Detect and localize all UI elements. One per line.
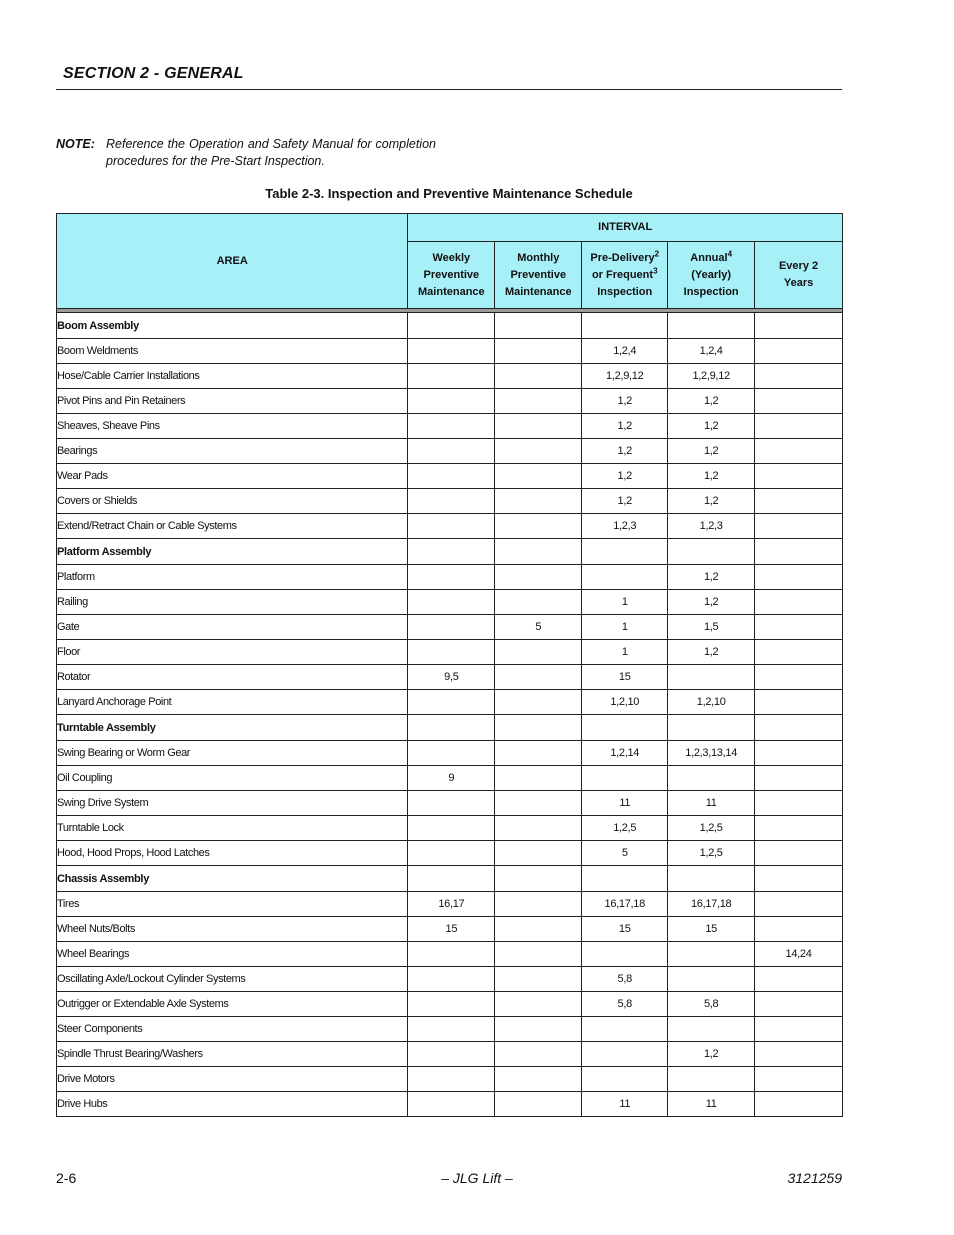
table-row xyxy=(57,766,843,791)
interval-cell xyxy=(755,1092,843,1117)
interval-cell xyxy=(495,414,582,439)
interval-cell xyxy=(495,841,582,866)
interval-column-header: Weekly Preventive Maintenance xyxy=(408,242,495,309)
interval-cell xyxy=(495,640,582,665)
section-title: SECTION 2 - GENERAL xyxy=(63,65,244,82)
interval-column-header: Every 2 Years xyxy=(755,242,843,309)
interval-cell xyxy=(495,364,582,389)
interval-cell xyxy=(668,715,755,741)
interval-cell xyxy=(582,539,668,565)
interval-cell: 1,2 xyxy=(668,565,755,590)
interval-cell xyxy=(408,514,495,539)
table-row xyxy=(57,640,843,665)
area-cell: Oil Coupling xyxy=(57,766,408,791)
interval-cell xyxy=(755,489,843,514)
interval-cell xyxy=(668,942,755,967)
interval-cell xyxy=(408,364,495,389)
interval-cell xyxy=(495,715,582,741)
table-row xyxy=(57,967,843,992)
interval-cell xyxy=(755,1067,843,1092)
table-row xyxy=(57,992,843,1017)
table-row xyxy=(57,590,843,615)
interval-cell: 1,2,5 xyxy=(668,841,755,866)
table-row xyxy=(57,565,843,590)
interval-cell: 5,8 xyxy=(582,992,668,1017)
table-row xyxy=(57,816,843,841)
interval-cell xyxy=(495,565,582,590)
interval-cell: 5 xyxy=(495,615,582,640)
interval-cell xyxy=(755,992,843,1017)
area-cell: Wheel Nuts/Bolts xyxy=(57,917,408,942)
interval-column-header: Pre-Delivery$^2$ or Frequent$^3$ Inspection xyxy=(582,242,668,309)
interval-cell xyxy=(668,1067,755,1092)
interval-cell xyxy=(668,1017,755,1042)
interval-cell: 5 xyxy=(582,841,668,866)
interval-cell xyxy=(668,665,755,690)
table-row xyxy=(57,1017,843,1042)
interval-cell xyxy=(668,313,755,339)
interval-cell xyxy=(495,1017,582,1042)
interval-cell xyxy=(408,791,495,816)
interval-cell xyxy=(408,640,495,665)
interval-cell: 1,2,10 xyxy=(668,690,755,715)
interval-cell: 1,2 xyxy=(668,389,755,414)
interval-cell xyxy=(755,1042,843,1067)
area-header: AREA xyxy=(57,214,408,309)
interval-cell: 9 xyxy=(408,766,495,791)
group-label: Platform Assembly xyxy=(57,539,408,565)
area-cell: Oscillating Axle/Lockout Cylinder Systems xyxy=(57,967,408,992)
interval-cell xyxy=(755,389,843,414)
group-row xyxy=(57,866,843,892)
interval-cell xyxy=(495,892,582,917)
group-label: Chassis Assembly xyxy=(57,866,408,892)
interval-column-header: Monthly Preventive Maintenance xyxy=(495,242,582,309)
interval-cell xyxy=(755,741,843,766)
interval-cell xyxy=(408,1092,495,1117)
interval-cell xyxy=(755,967,843,992)
interval-cell xyxy=(495,665,582,690)
interval-cell xyxy=(495,489,582,514)
group-label: Boom Assembly xyxy=(57,313,408,339)
interval-cell: 15 xyxy=(582,917,668,942)
area-cell: Boom Weldments xyxy=(57,339,408,364)
table-row xyxy=(57,514,843,539)
interval-cell xyxy=(582,1017,668,1042)
area-cell: Hood, Hood Props, Hood Latches xyxy=(57,841,408,866)
interval-cell xyxy=(408,816,495,841)
table-row xyxy=(57,364,843,389)
interval-cell xyxy=(495,992,582,1017)
maintenance-schedule-table xyxy=(56,213,843,1117)
table-row xyxy=(57,690,843,715)
interval-cell: 15 xyxy=(582,665,668,690)
interval-cell xyxy=(408,414,495,439)
header-rule xyxy=(56,89,842,90)
interval-cell xyxy=(755,640,843,665)
interval-cell xyxy=(495,590,582,615)
interval-cell xyxy=(755,514,843,539)
group-label: Turntable Assembly xyxy=(57,715,408,741)
interval-cell: 1 xyxy=(582,640,668,665)
interval-cell xyxy=(408,313,495,339)
table-row xyxy=(57,1042,843,1067)
interval-cell: 1,2,5 xyxy=(668,816,755,841)
area-cell: Hose/Cable Carrier Installations xyxy=(57,364,408,389)
group-row xyxy=(57,715,843,741)
table-row xyxy=(57,892,843,917)
area-cell: Drive Hubs xyxy=(57,1092,408,1117)
interval-cell: 1,2 xyxy=(668,640,755,665)
interval-cell xyxy=(495,439,582,464)
interval-cell xyxy=(495,313,582,339)
interval-cell xyxy=(408,464,495,489)
interval-cell: 1,2 xyxy=(668,1042,755,1067)
interval-cell xyxy=(408,1017,495,1042)
interval-cell: 1,2,14 xyxy=(582,741,668,766)
table-row xyxy=(57,389,843,414)
table-row xyxy=(57,489,843,514)
interval-cell xyxy=(755,339,843,364)
interval-cell xyxy=(408,615,495,640)
interval-cell: 11 xyxy=(582,1092,668,1117)
group-row xyxy=(57,539,843,565)
interval-cell xyxy=(408,439,495,464)
area-cell: Pivot Pins and Pin Retainers xyxy=(57,389,408,414)
interval-cell: 1,2,4 xyxy=(668,339,755,364)
interval-cell xyxy=(408,715,495,741)
interval-cell: 5,8 xyxy=(668,992,755,1017)
interval-cell xyxy=(582,313,668,339)
interval-cell xyxy=(408,389,495,414)
interval-cell xyxy=(408,841,495,866)
table-row xyxy=(57,917,843,942)
footer-publisher: – JLG Lift – xyxy=(441,1170,513,1186)
interval-cell xyxy=(755,766,843,791)
interval-cell xyxy=(755,791,843,816)
interval-cell xyxy=(408,590,495,615)
interval-cell xyxy=(582,715,668,741)
interval-cell: 1,2 xyxy=(668,590,755,615)
area-cell: Turntable Lock xyxy=(57,816,408,841)
interval-cell xyxy=(495,539,582,565)
table-row xyxy=(57,439,843,464)
interval-cell xyxy=(408,866,495,892)
interval-cell xyxy=(755,715,843,741)
interval-cell xyxy=(495,1067,582,1092)
note-text: Reference the Operation and Safety Manual for completion procedures for the Pre-Start Inspection. xyxy=(106,137,436,168)
interval-cell: 1,2,9,12 xyxy=(668,364,755,389)
interval-cell xyxy=(495,464,582,489)
interval-cell xyxy=(408,539,495,565)
area-cell: Drive Motors xyxy=(57,1067,408,1092)
area-cell: Railing xyxy=(57,590,408,615)
interval-cell xyxy=(755,615,843,640)
interval-cell xyxy=(408,565,495,590)
interval-cell xyxy=(755,414,843,439)
interval-header: INTERVAL xyxy=(408,214,843,242)
interval-column-header: Annual$^4$ (Yearly) Inspection xyxy=(668,242,755,309)
table-row xyxy=(57,464,843,489)
interval-cell xyxy=(668,766,755,791)
interval-cell xyxy=(668,967,755,992)
table-row xyxy=(57,741,843,766)
interval-cell xyxy=(582,1042,668,1067)
interval-cell xyxy=(755,665,843,690)
interval-cell xyxy=(408,1067,495,1092)
interval-cell: 1,2,3 xyxy=(668,514,755,539)
interval-cell xyxy=(755,464,843,489)
table-row xyxy=(57,615,843,640)
area-cell: Lanyard Anchorage Point xyxy=(57,690,408,715)
area-cell: Swing Bearing or Worm Gear xyxy=(57,741,408,766)
interval-cell: 16,17 xyxy=(408,892,495,917)
interval-cell: 1,5 xyxy=(668,615,755,640)
table-row xyxy=(57,1067,843,1092)
interval-cell xyxy=(495,791,582,816)
interval-cell: 1,2,3,13,14 xyxy=(668,741,755,766)
interval-cell: 1,2 xyxy=(582,389,668,414)
area-cell: Covers or Shields xyxy=(57,489,408,514)
interval-cell xyxy=(582,766,668,791)
table-row xyxy=(57,791,843,816)
area-cell: Wear Pads xyxy=(57,464,408,489)
interval-cell xyxy=(495,917,582,942)
area-cell: Platform xyxy=(57,565,408,590)
interval-cell: 1,2 xyxy=(582,464,668,489)
table-caption: Table 2-3. Inspection and Preventive Maintenance Schedule xyxy=(265,186,633,201)
interval-cell: 15 xyxy=(408,917,495,942)
interval-cell: 1,2,9,12 xyxy=(582,364,668,389)
interval-cell: 1,2,4 xyxy=(582,339,668,364)
interval-cell xyxy=(495,866,582,892)
interval-cell xyxy=(755,690,843,715)
interval-cell xyxy=(755,866,843,892)
interval-cell xyxy=(582,1067,668,1092)
interval-cell: 1,2,5 xyxy=(582,816,668,841)
interval-cell: 1,2 xyxy=(668,414,755,439)
interval-cell xyxy=(408,741,495,766)
interval-cell xyxy=(755,565,843,590)
interval-cell xyxy=(755,313,843,339)
table-row xyxy=(57,665,843,690)
table-row xyxy=(57,942,843,967)
interval-cell: 1 xyxy=(582,590,668,615)
interval-cell xyxy=(755,590,843,615)
interval-cell xyxy=(755,816,843,841)
interval-cell: 1,2 xyxy=(582,439,668,464)
area-cell: Rotator xyxy=(57,665,408,690)
interval-cell: 1 xyxy=(582,615,668,640)
interval-cell xyxy=(408,1042,495,1067)
interval-cell: 1,2 xyxy=(582,414,668,439)
interval-cell xyxy=(582,866,668,892)
interval-cell xyxy=(408,992,495,1017)
interval-cell xyxy=(755,841,843,866)
interval-cell xyxy=(582,565,668,590)
interval-cell: 1,2 xyxy=(668,464,755,489)
interval-cell xyxy=(755,539,843,565)
interval-cell: 11 xyxy=(582,791,668,816)
area-cell: Gate xyxy=(57,615,408,640)
interval-cell: 15 xyxy=(668,917,755,942)
interval-cell xyxy=(755,917,843,942)
interval-cell xyxy=(668,539,755,565)
interval-cell xyxy=(408,942,495,967)
interval-cell: 16,17,18 xyxy=(582,892,668,917)
interval-cell: 14,24 xyxy=(755,942,843,967)
area-cell: Floor xyxy=(57,640,408,665)
interval-cell: 11 xyxy=(668,791,755,816)
interval-cell xyxy=(755,1017,843,1042)
table-row xyxy=(57,1092,843,1117)
interval-cell xyxy=(495,339,582,364)
interval-cell xyxy=(495,389,582,414)
interval-cell: 5,8 xyxy=(582,967,668,992)
interval-cell xyxy=(755,439,843,464)
interval-cell xyxy=(755,892,843,917)
area-cell: Swing Drive System xyxy=(57,791,408,816)
area-cell: Sheaves, Sheave Pins xyxy=(57,414,408,439)
note-label: NOTE: xyxy=(56,137,95,151)
interval-cell: 1,2 xyxy=(668,439,755,464)
interval-cell xyxy=(495,1092,582,1117)
interval-cell xyxy=(495,690,582,715)
interval-cell: 9,5 xyxy=(408,665,495,690)
interval-cell: 1,2 xyxy=(582,489,668,514)
interval-cell xyxy=(408,339,495,364)
interval-cell xyxy=(408,489,495,514)
interval-cell xyxy=(495,514,582,539)
document-number: 3121259 xyxy=(787,1170,842,1186)
area-cell: Extend/Retract Chain or Cable Systems xyxy=(57,514,408,539)
interval-cell: 1,2,3 xyxy=(582,514,668,539)
page-number: 2-6 xyxy=(56,1170,77,1186)
area-cell: Tires xyxy=(57,892,408,917)
interval-cell xyxy=(495,741,582,766)
group-row xyxy=(57,313,843,339)
interval-cell: 11 xyxy=(668,1092,755,1117)
interval-cell xyxy=(582,942,668,967)
area-cell: Spindle Thrust Bearing/Washers xyxy=(57,1042,408,1067)
interval-cell xyxy=(495,1042,582,1067)
interval-cell xyxy=(495,766,582,791)
interval-cell: 1,2,10 xyxy=(582,690,668,715)
interval-cell xyxy=(408,690,495,715)
area-cell: Wheel Bearings xyxy=(57,942,408,967)
interval-cell xyxy=(668,866,755,892)
area-cell: Outrigger or Extendable Axle Systems xyxy=(57,992,408,1017)
interval-cell xyxy=(408,967,495,992)
area-cell: Bearings xyxy=(57,439,408,464)
interval-cell xyxy=(755,364,843,389)
table-row xyxy=(57,414,843,439)
interval-cell xyxy=(495,967,582,992)
interval-cell: 16,17,18 xyxy=(668,892,755,917)
table-row xyxy=(57,841,843,866)
interval-cell: 1,2 xyxy=(668,489,755,514)
area-cell: Steer Components xyxy=(57,1017,408,1042)
table-row xyxy=(57,339,843,364)
interval-cell xyxy=(495,816,582,841)
interval-cell xyxy=(495,942,582,967)
